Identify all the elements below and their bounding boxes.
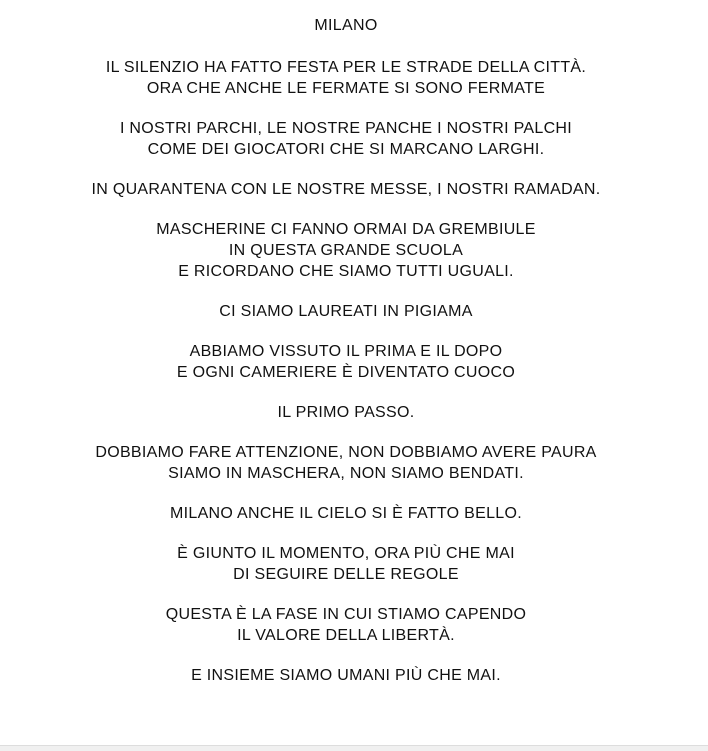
poem — [0, 14, 692, 686]
poem-line: COME DEI GIOCATORI CHE SI MARCANO LARGHI. — [147, 141, 545, 158]
poem-line: E OGNI CAMERIERE È DIVENTATO CUOCO — [176, 364, 516, 381]
poem-line: QUESTA È LA FASE IN CUI STIAMO CAPENDO — [165, 606, 527, 623]
poem-line: IL PRIMO PASSO. — [277, 404, 415, 421]
poem-stanza — [0, 118, 692, 160]
poem-line: MASCHERINE CI FANNO ORMAI DA GREMBIULE — [156, 221, 536, 238]
poem-line: DI SEGUIRE DELLE REGOLE — [233, 566, 459, 583]
poem-line: E INSIEME SIAMO UMANI PIÙ CHE MAI. — [191, 667, 501, 684]
poem-line: SIAMO IN MASCHERA, NON SIAMO BENDATI. — [168, 465, 524, 482]
poem-line: IL SILENZIO HA FATTO FESTA PER LE STRADE DELLA CITTÀ. — [105, 59, 587, 76]
poem-line: E RICORDANO CHE SIAMO TUTTI UGUALI. — [178, 263, 514, 280]
poem-stanza — [0, 402, 692, 423]
poem-line: ORA CHE ANCHE LE FERMATE SI SONO FERMATE — [146, 80, 546, 97]
poem-body — [0, 57, 692, 686]
poem-line: I NOSTRI PARCHI, LE NOSTRE PANCHE I NOSTRI PALCHI — [119, 120, 573, 137]
poem-line: IN QUESTA GRANDE SCUOLA — [228, 242, 464, 259]
poem-line: MILANO ANCHE IL CIELO SI È FATTO BELLO. — [170, 505, 522, 522]
poem-stanza — [0, 301, 692, 322]
poem-stanza — [0, 665, 692, 686]
poem-stanza — [0, 179, 692, 200]
poem-stanza — [0, 341, 692, 383]
poem-stanza — [0, 57, 692, 99]
page-bottom-edge — [0, 745, 708, 751]
poem-line: IN QUARANTENA CON LE NOSTRE MESSE, I NOSTRI RAMADAN. — [91, 181, 601, 198]
poem-stanza — [0, 543, 692, 585]
poem-line: DOBBIAMO FARE ATTENZIONE, NON DOBBIAMO AVERE PAURA — [95, 444, 597, 461]
poem-line: CI SIAMO LAUREATI IN PIGIAMA — [219, 303, 473, 320]
poem-line: IL VALORE DELLA LIBERTÀ. — [237, 627, 455, 644]
poem-line: ABBIAMO VISSUTO IL PRIMA E IL DOPO — [189, 343, 503, 360]
poem-stanza — [0, 442, 692, 484]
poem-title: MILANO — [314, 17, 378, 34]
poem-stanza — [0, 219, 692, 282]
poem-stanza — [0, 503, 692, 524]
poem-stanza — [0, 604, 692, 646]
poem-line: È GIUNTO IL MOMENTO, ORA PIÙ CHE MAI — [177, 545, 515, 562]
